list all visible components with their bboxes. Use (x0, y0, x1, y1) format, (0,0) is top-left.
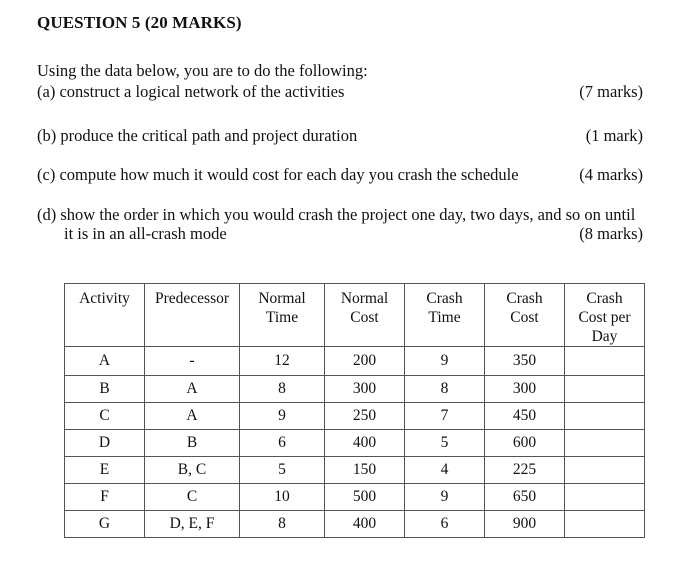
header-normal-cost (325, 284, 405, 347)
cell-activity: D (65, 430, 145, 457)
table-row (65, 376, 645, 403)
header-line: Crash (506, 290, 543, 307)
header-line: Time (428, 309, 461, 326)
cell-crash-cost: 300 (485, 376, 565, 403)
part-c-marks: (4 marks) (579, 165, 643, 184)
cell-predecessor: C (145, 484, 240, 511)
cell-crash-time: 9 (405, 347, 485, 376)
cell-crash-cost: 450 (485, 403, 565, 430)
cell-predecessor: - (145, 347, 240, 376)
header-line: Predecessor (154, 290, 230, 307)
cell-crash-time: 4 (405, 457, 485, 484)
cell-crash-cost-per-day (565, 403, 645, 430)
cell-crash-cost: 350 (485, 347, 565, 376)
cell-crash-cost-per-day (565, 376, 645, 403)
part-c-text: (c) compute how much it would cost for each day you crash the schedule (37, 165, 519, 184)
header-predecessor (145, 284, 240, 347)
table-row (65, 403, 645, 430)
cell-predecessor: D, E, F (145, 511, 240, 538)
cell-crash-cost-per-day (565, 457, 645, 484)
table-row (65, 457, 645, 484)
table-row (65, 484, 645, 511)
cell-crash-time: 7 (405, 403, 485, 430)
header-line: Activity (79, 290, 130, 307)
part-a-text: (a) construct a logical network of the activities (37, 82, 345, 101)
header-line: Cost (510, 309, 539, 326)
table-row (65, 347, 645, 376)
cell-activity: G (65, 511, 145, 538)
table-row (65, 430, 645, 457)
header-activity (65, 284, 145, 347)
part-d-continuation: it is in an all-crash mode (64, 224, 227, 243)
cell-normal-time: 9 (240, 403, 325, 430)
cell-predecessor: B (145, 430, 240, 457)
cell-normal-time: 10 (240, 484, 325, 511)
cell-activity: F (65, 484, 145, 511)
cell-crash-time: 8 (405, 376, 485, 403)
part-b-marks: (1 mark) (585, 126, 643, 145)
cell-activity: B (65, 376, 145, 403)
header-line: Time (265, 309, 299, 326)
cell-normal-cost: 200 (325, 347, 405, 376)
header-crash-cost (485, 284, 565, 347)
header-crash-time (405, 284, 485, 347)
question-title: QUESTION 5 (20 MARKS) (37, 13, 242, 32)
cell-crash-cost-per-day (565, 511, 645, 538)
activity-table (64, 283, 645, 538)
cell-activity: A (65, 347, 145, 376)
cell-normal-cost: 500 (325, 484, 405, 511)
cell-normal-time: 12 (240, 347, 325, 376)
cell-crash-cost: 650 (485, 484, 565, 511)
cell-crash-cost: 600 (485, 430, 565, 457)
cell-activity: C (65, 403, 145, 430)
cell-crash-time: 6 (405, 511, 485, 538)
cell-normal-cost: 250 (325, 403, 405, 430)
cell-crash-cost-per-day (565, 430, 645, 457)
cell-normal-time: 8 (240, 511, 325, 538)
cell-normal-cost: 400 (325, 430, 405, 457)
header-normal-time (240, 284, 325, 347)
cell-predecessor: B, C (145, 457, 240, 484)
cell-activity: E (65, 457, 145, 484)
part-d-text: (d) show the order in which you would crash the project one day, two days, and so on until (37, 205, 636, 224)
cell-crash-cost-per-day (565, 347, 645, 376)
header-line: Cost per (578, 309, 631, 326)
header-line: Day (591, 328, 618, 345)
cell-normal-cost: 400 (325, 511, 405, 538)
table-row (65, 511, 645, 538)
header-line: Normal (340, 290, 389, 307)
table-header-row (65, 284, 645, 347)
cell-crash-time: 9 (405, 484, 485, 511)
cell-crash-cost: 225 (485, 457, 565, 484)
header-line: Normal (258, 290, 306, 307)
cell-normal-time: 5 (240, 457, 325, 484)
cell-normal-time: 6 (240, 430, 325, 457)
part-d-marks: (8 marks) (579, 224, 643, 243)
cell-normal-cost: 300 (325, 376, 405, 403)
part-b-text: (b) produce the critical path and project duration (37, 126, 358, 145)
header-line: Crash (586, 290, 623, 307)
header-line: Crash (426, 290, 463, 307)
header-line: Cost (350, 309, 379, 326)
cell-normal-cost: 150 (325, 457, 405, 484)
cell-predecessor: A (145, 403, 240, 430)
question-intro: Using the data below, you are to do the following: (37, 61, 368, 80)
cell-predecessor: A (145, 376, 240, 403)
header-crash-cost-per-day (565, 284, 645, 347)
part-a-marks: (7 marks) (579, 82, 643, 101)
cell-normal-time: 8 (240, 376, 325, 403)
cell-crash-cost: 900 (485, 511, 565, 538)
cell-crash-cost-per-day (565, 484, 645, 511)
cell-crash-time: 5 (405, 430, 485, 457)
